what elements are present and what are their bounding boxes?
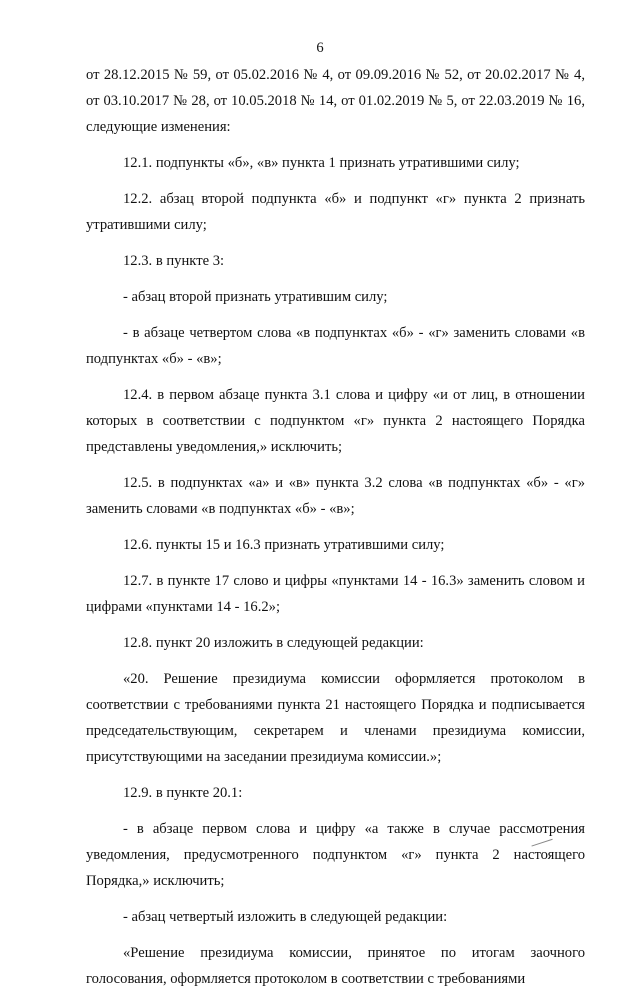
paragraph-12-8-quote: «20. Решение президиума комиссии оформляется протоколом в соответствии с требованиями пункта 21 настоящего Порядка и подписывается председательствующим, секретарем и членами президиума комиссии, присутствующими на заседании президиума комиссии.»; [86, 671, 585, 765]
paragraph-12-7: 12.7. в пункте 17 слово и цифры «пунктами 14 - 16.3» заменить словом и цифрами «пунктами 14 - 16.2»; [86, 573, 585, 615]
paragraph-12-3-item-1: - абзац второй признать утратившим силу; [123, 289, 388, 305]
paragraph-12-1: 12.1. подпункты «б», «в» пункта 1 признать утратившими силу; [123, 155, 520, 171]
document-body [86, 62, 585, 1002]
paragraph-12-3: 12.3. в пункте 3: [123, 253, 225, 269]
paragraph-12-2: 12.2. абзац второй подпункта «б» и подпункт «г» пункта 2 признать утратившими силу; [86, 191, 585, 233]
paragraph-12-9-item-1: - в абзаце первом слова и цифру «а также в случае рассмотрения уведомления, предусмотренного подпунктом «г» пункта 2 настоящего Порядка,» исключить; [86, 821, 585, 889]
paragraph-12-8: 12.8. пункт 20 изложить в следующей редакции: [123, 635, 424, 651]
paragraph-12-9-item-2: - абзац четвертый изложить в следующей редакции: [123, 909, 448, 925]
paragraph-12-9: 12.9. в пункте 20.1: [123, 785, 243, 801]
paragraph-12-3-item-2: - в абзаце четвертом слова «в подпунктах «б» - «г» заменить словами «в подпунктах «б» - «в»; [86, 325, 585, 367]
paragraph-12-9-quote: «Решение президиума комиссии, принятое по итогам заочного голосования, оформляется протоколом в соответствии с требованиями [86, 945, 585, 987]
paragraph-intro: от 28.12.2015 № 59, от 05.02.2016 № 4, от 09.09.2016 № 52, от 20.02.2017 № 4, от 03.10.2017 № 28, от 10.05.2018 № 14, от 01.02.2019 № 5, от 22.03.2019 № 16, следующие изменения: [86, 67, 585, 135]
page-number: 6 [316, 40, 324, 56]
paragraph-12-5: 12.5. в подпунктах «а» и «в» пункта 3.2 слова «в подпунктах «б» - «г» заменить словами «в подпунктах «б» - «в»; [86, 475, 585, 517]
paragraph-12-4: 12.4. в первом абзаце пункта 3.1 слова и цифру «и от лиц, в отношении которых в соответствии с подпунктом «г» пункта 2 настоящего Порядка представлены уведомления,» исключить; [86, 387, 585, 455]
paragraph-12-6: 12.6. пункты 15 и 16.3 признать утратившими силу; [123, 537, 445, 553]
